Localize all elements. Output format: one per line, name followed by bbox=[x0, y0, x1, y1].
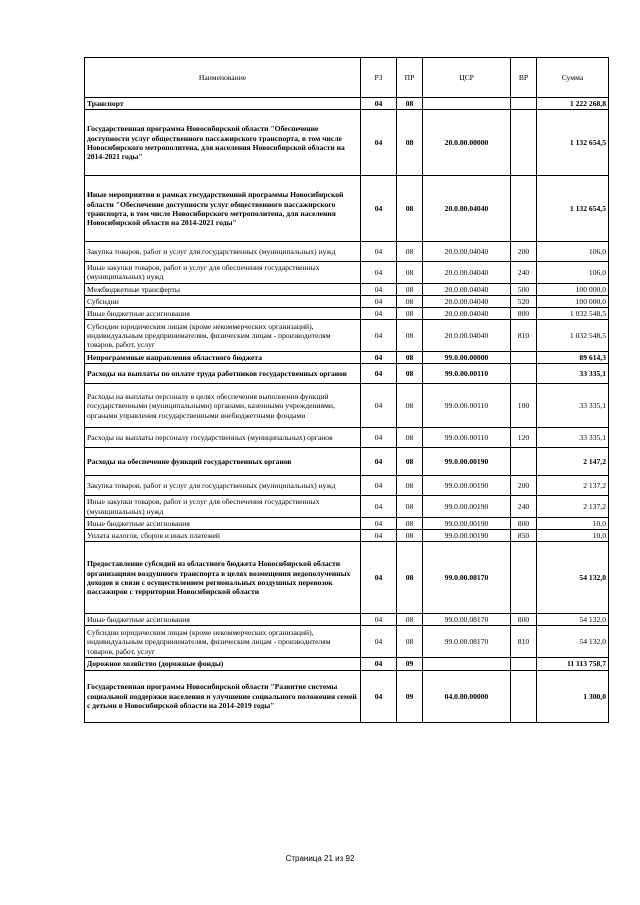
header-pr: ПР bbox=[397, 58, 423, 98]
cell-pr: 09 bbox=[397, 670, 423, 722]
cell-rz: 04 bbox=[361, 517, 397, 529]
table-row bbox=[85, 242, 609, 262]
table-row bbox=[85, 98, 609, 110]
cell-sum: 10,0 bbox=[537, 530, 609, 542]
cell-name: Иные закупки товаров, работ и услуг для обеспечения государственных (муниципальных) нужд bbox=[85, 496, 361, 517]
table-row bbox=[85, 658, 609, 670]
cell-pr: 08 bbox=[397, 364, 423, 384]
cell-vr: 120 bbox=[511, 428, 537, 448]
cell-rz: 04 bbox=[361, 364, 397, 384]
cell-rz: 04 bbox=[361, 242, 397, 262]
cell-vr: 500 bbox=[511, 283, 537, 295]
cell-csr bbox=[423, 98, 511, 110]
header-vr: ВР bbox=[511, 58, 537, 98]
table-row bbox=[85, 295, 609, 307]
cell-csr: 20.0.00.04040 bbox=[423, 176, 511, 242]
cell-sum: 100 000,0 bbox=[537, 295, 609, 307]
table-row bbox=[85, 670, 609, 722]
cell-pr: 08 bbox=[397, 283, 423, 295]
cell-csr: 20.0.00.04040 bbox=[423, 320, 511, 352]
cell-csr: 99.0.00.08170 bbox=[423, 614, 511, 626]
cell-vr: 810 bbox=[511, 320, 537, 352]
cell-vr bbox=[511, 98, 537, 110]
cell-sum: 2 137,2 bbox=[537, 496, 609, 517]
cell-sum: 33 335,1 bbox=[537, 384, 609, 428]
cell-csr: 20.0.00.04040 bbox=[423, 262, 511, 283]
cell-vr bbox=[511, 364, 537, 384]
cell-pr: 08 bbox=[397, 517, 423, 529]
cell-rz: 04 bbox=[361, 614, 397, 626]
cell-rz: 04 bbox=[361, 295, 397, 307]
table-row bbox=[85, 517, 609, 529]
table-row bbox=[85, 364, 609, 384]
cell-name: Транспорт bbox=[85, 98, 361, 110]
table-row bbox=[85, 283, 609, 295]
cell-csr: 99.0.00.00000 bbox=[423, 352, 511, 364]
cell-name: Государственная программа Новосибирской области "Обеспечение доступности услуг общественного пассажирского транспорта, в том числе Новосибирского метрополитена, для населения Новосибирской области на 2014-2021 годы" bbox=[85, 110, 361, 176]
cell-rz: 04 bbox=[361, 476, 397, 496]
table-row bbox=[85, 384, 609, 428]
cell-vr bbox=[511, 352, 537, 364]
cell-sum: 33 335,1 bbox=[537, 364, 609, 384]
cell-name: Иные закупки товаров, работ и услуг для обеспечения государственных (муниципальных) нужд bbox=[85, 262, 361, 283]
cell-pr: 08 bbox=[397, 176, 423, 242]
cell-sum: 54 132,0 bbox=[537, 542, 609, 614]
cell-rz: 04 bbox=[361, 283, 397, 295]
table-row bbox=[85, 320, 609, 352]
cell-name: Непрограммные направления областного бюджета bbox=[85, 352, 361, 364]
table-row bbox=[85, 626, 609, 658]
cell-sum: 54 132,0 bbox=[537, 614, 609, 626]
cell-sum: 11 113 758,7 bbox=[537, 658, 609, 670]
cell-pr: 08 bbox=[397, 476, 423, 496]
cell-vr: 850 bbox=[511, 530, 537, 542]
table-row bbox=[85, 308, 609, 320]
cell-rz: 04 bbox=[361, 308, 397, 320]
cell-sum: 89 614,3 bbox=[537, 352, 609, 364]
table-row bbox=[85, 110, 609, 176]
cell-rz: 04 bbox=[361, 530, 397, 542]
cell-pr: 08 bbox=[397, 262, 423, 283]
table-row bbox=[85, 262, 609, 283]
cell-pr: 08 bbox=[397, 295, 423, 307]
cell-pr: 08 bbox=[397, 320, 423, 352]
table-header-row bbox=[85, 58, 609, 98]
header-csr: ЦСР bbox=[423, 58, 511, 98]
cell-csr: 99.0.00.00110 bbox=[423, 364, 511, 384]
table-row bbox=[85, 176, 609, 242]
cell-pr: 08 bbox=[397, 626, 423, 658]
cell-pr: 08 bbox=[397, 110, 423, 176]
budget-table-container bbox=[84, 57, 608, 723]
cell-vr bbox=[511, 658, 537, 670]
cell-sum: 1 032 548,5 bbox=[537, 320, 609, 352]
table-row bbox=[85, 428, 609, 448]
cell-name: Субсидии юридическим лицам (кроме некоммерческих организаций), индивидуальным предпринимателям, физическим лицам - производителям товаров, работ, услуг bbox=[85, 320, 361, 352]
cell-name: Закупка товаров, работ и услуг для государственных (муниципальных) нужд bbox=[85, 476, 361, 496]
cell-rz: 04 bbox=[361, 658, 397, 670]
cell-rz: 04 bbox=[361, 626, 397, 658]
cell-name: Государственная программа Новосибирской области "Развитие системы социальной поддержки населения и улучшение социального положения семей с детьми в Новосибирской области на 2014-2019 годы" bbox=[85, 670, 361, 722]
cell-rz: 04 bbox=[361, 352, 397, 364]
cell-sum: 1 222 268,8 bbox=[537, 98, 609, 110]
cell-csr: 99.0.00.08170 bbox=[423, 626, 511, 658]
cell-sum: 33 335,1 bbox=[537, 428, 609, 448]
cell-sum: 54 132,0 bbox=[537, 626, 609, 658]
table-row bbox=[85, 448, 609, 476]
cell-rz: 04 bbox=[361, 262, 397, 283]
cell-csr: 20.0.00.00000 bbox=[423, 110, 511, 176]
cell-name: Расходы на выплаты персоналу в целях обеспечения выполнения функций государственными (муниципальными) органами, казенными учреждениями, органами управления государственными внебюджетными фондами bbox=[85, 384, 361, 428]
cell-pr: 08 bbox=[397, 542, 423, 614]
table-row bbox=[85, 530, 609, 542]
cell-sum: 1 300,0 bbox=[537, 670, 609, 722]
cell-rz: 04 bbox=[361, 176, 397, 242]
cell-pr: 08 bbox=[397, 352, 423, 364]
cell-csr: 04.0.00.00000 bbox=[423, 670, 511, 722]
cell-rz: 04 bbox=[361, 320, 397, 352]
cell-csr: 99.0.00.00190 bbox=[423, 476, 511, 496]
table-row bbox=[85, 542, 609, 614]
header-sum: Сумма bbox=[537, 58, 609, 98]
cell-pr: 08 bbox=[397, 428, 423, 448]
cell-name: Закупка товаров, работ и услуг для государственных (муниципальных) нужд bbox=[85, 242, 361, 262]
header-rz: РЗ bbox=[361, 58, 397, 98]
cell-vr: 200 bbox=[511, 476, 537, 496]
cell-sum: 106,0 bbox=[537, 262, 609, 283]
cell-csr: 99.0.00.00190 bbox=[423, 530, 511, 542]
cell-vr: 520 bbox=[511, 295, 537, 307]
cell-csr: 99.0.00.00110 bbox=[423, 384, 511, 428]
cell-csr: 99.0.00.00190 bbox=[423, 496, 511, 517]
cell-vr: 200 bbox=[511, 242, 537, 262]
table-row bbox=[85, 614, 609, 626]
cell-vr bbox=[511, 448, 537, 476]
cell-csr: 20.0.00.04040 bbox=[423, 308, 511, 320]
cell-vr: 800 bbox=[511, 614, 537, 626]
cell-vr: 800 bbox=[511, 517, 537, 529]
page-number: Страница 21 из 92 bbox=[285, 854, 355, 863]
cell-sum: 2 147,2 bbox=[537, 448, 609, 476]
cell-csr: 20.0.00.04040 bbox=[423, 283, 511, 295]
cell-csr: 20.0.00.04040 bbox=[423, 242, 511, 262]
cell-pr: 08 bbox=[397, 530, 423, 542]
cell-name: Расходы на обеспечение функций государственных органов bbox=[85, 448, 361, 476]
cell-name: Иные мероприятия в рамках государственной программы Новосибирской области "Обеспечение доступности услуг общественного пассажирского транспорта, в том числе Новосибирского метрополитена, для населения Новосибирской области на 2014-2021 годы" bbox=[85, 176, 361, 242]
cell-name: Иные бюджетные ассигнования bbox=[85, 614, 361, 626]
cell-name: Межбюджетные трансферты bbox=[85, 283, 361, 295]
cell-sum: 1 132 654,5 bbox=[537, 110, 609, 176]
cell-rz: 04 bbox=[361, 496, 397, 517]
cell-sum: 1 032 548,5 bbox=[537, 308, 609, 320]
cell-sum: 100 000,0 bbox=[537, 283, 609, 295]
cell-csr: 99.0.00.00110 bbox=[423, 428, 511, 448]
cell-vr: 810 bbox=[511, 626, 537, 658]
cell-vr bbox=[511, 542, 537, 614]
cell-rz: 04 bbox=[361, 110, 397, 176]
table-row bbox=[85, 352, 609, 364]
cell-sum: 106,0 bbox=[537, 242, 609, 262]
cell-pr: 09 bbox=[397, 658, 423, 670]
cell-csr bbox=[423, 658, 511, 670]
cell-vr: 100 bbox=[511, 384, 537, 428]
cell-csr: 20.0.00.04040 bbox=[423, 295, 511, 307]
budget-table bbox=[84, 57, 609, 723]
cell-vr bbox=[511, 176, 537, 242]
cell-name: Предоставление субсидий из областного бюджета Новосибирской области организациям воздушного транспорта в целях возмещения недополученных доходов в связи с осуществлением региональных воздушных перевозок пассажиров с территории Новосибирской области bbox=[85, 542, 361, 614]
cell-vr: 240 bbox=[511, 496, 537, 517]
cell-pr: 08 bbox=[397, 614, 423, 626]
cell-name: Расходы на выплаты по оплате труда работников государственных органов bbox=[85, 364, 361, 384]
cell-rz: 04 bbox=[361, 542, 397, 614]
header-name: Наименование bbox=[85, 58, 361, 98]
cell-vr: 240 bbox=[511, 262, 537, 283]
cell-name: Иные бюджетные ассигнования bbox=[85, 517, 361, 529]
cell-csr: 99.0.00.00190 bbox=[423, 517, 511, 529]
cell-pr: 08 bbox=[397, 98, 423, 110]
cell-pr: 08 bbox=[397, 496, 423, 517]
cell-vr bbox=[511, 670, 537, 722]
cell-rz: 04 bbox=[361, 98, 397, 110]
cell-name: Субсидии юридическим лицам (кроме некоммерческих организаций), индивидуальным предпринимателям, физическим лицам - производителям товаров, работ, услуг bbox=[85, 626, 361, 658]
cell-csr: 99.0.00.08170 bbox=[423, 542, 511, 614]
cell-pr: 08 bbox=[397, 384, 423, 428]
cell-rz: 04 bbox=[361, 670, 397, 722]
cell-sum: 1 132 654,5 bbox=[537, 176, 609, 242]
cell-name: Иные бюджетные ассигнования bbox=[85, 308, 361, 320]
cell-name: Дорожное хозяйство (дорожные фонды) bbox=[85, 658, 361, 670]
cell-sum: 2 137,2 bbox=[537, 476, 609, 496]
cell-name: Уплата налогов, сборов и иных платежей bbox=[85, 530, 361, 542]
cell-rz: 04 bbox=[361, 448, 397, 476]
cell-vr: 800 bbox=[511, 308, 537, 320]
cell-rz: 04 bbox=[361, 428, 397, 448]
cell-pr: 08 bbox=[397, 308, 423, 320]
cell-pr: 08 bbox=[397, 448, 423, 476]
cell-rz: 04 bbox=[361, 384, 397, 428]
table-row bbox=[85, 476, 609, 496]
cell-vr bbox=[511, 110, 537, 176]
cell-name: Расходы на выплаты персоналу государственных (муниципальных) органов bbox=[85, 428, 361, 448]
cell-csr: 99.0.00.00190 bbox=[423, 448, 511, 476]
cell-name: Субсидии bbox=[85, 295, 361, 307]
cell-sum: 10,0 bbox=[537, 517, 609, 529]
table-row bbox=[85, 496, 609, 517]
cell-pr: 08 bbox=[397, 242, 423, 262]
